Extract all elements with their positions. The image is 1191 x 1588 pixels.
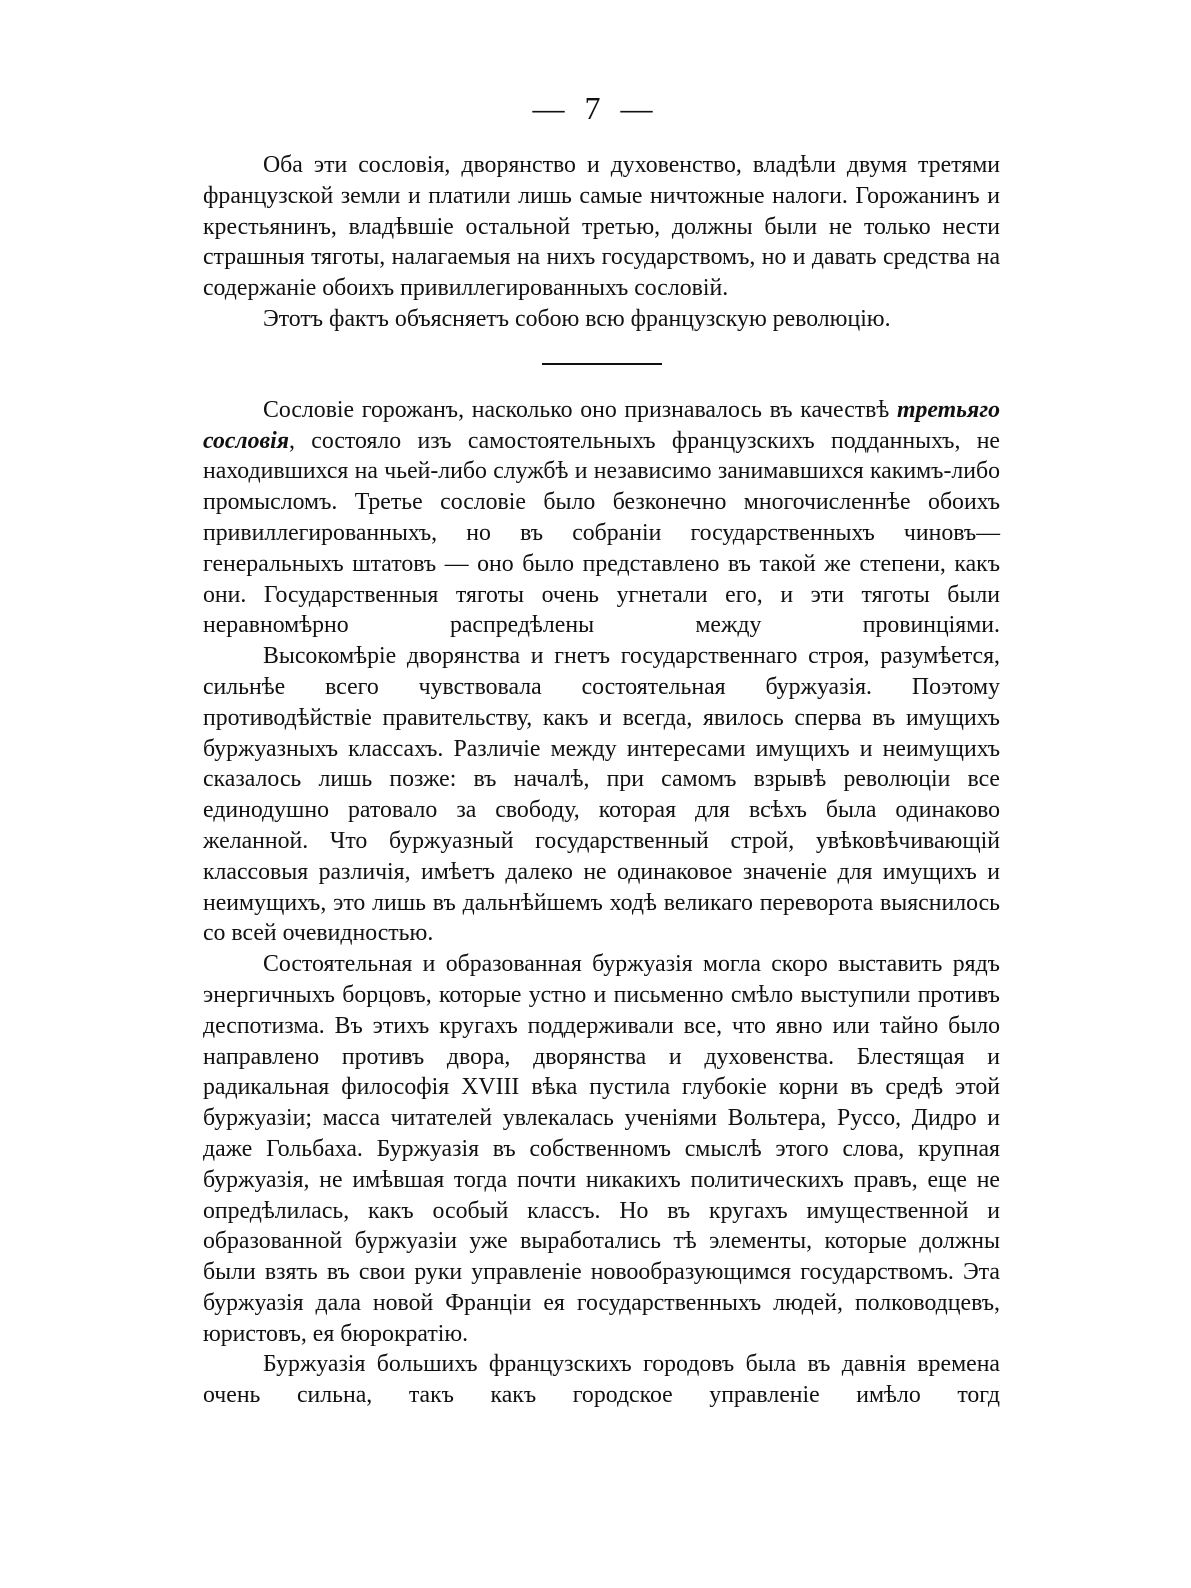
- paragraph-city-bourgeoisie: Буржуазія большихъ французскихъ городовъ была въ давнія времена очень сильна, такъ какъ городское управленіе имѣло тогд: [203, 1351, 1000, 1409]
- page-number: — 7 —: [532, 90, 659, 126]
- third-estate-term: третьяго сословія: [203, 396, 1000, 454]
- section-divider: [542, 363, 662, 365]
- paragraph-educated-bourgeoisie: Состоятельная и образованная буржуазія могла скоро выставить рядъ энергичныхъ борцовъ, которые устно и письменно смѣло выступили противъ деспотизма. Въ этихъ кругахъ поддерживали все, что явно или тайно было направлено противъ двора, дворянства и духовенства. Блестящая и радикальная философія XVIII вѣка пустила глубокіе корни въ средѣ этой буржуазіи; масса читателей увлекалась ученіями Вольтера, Руссо, Дидро и даже Гольбаха. Буржуазія въ собственномъ смыслѣ этого слова, крупная буржуазія, не имѣвшая тогда почти никакихъ политическихъ правъ, еще не опредѣлилась, какъ особый классъ. Но въ кругахъ имущественной и образованной буржуазіи уже выработались тѣ элементы, которые должны были взять въ свои руки управленіе новообразующимся государствомъ. Эта буржуазія дала новой Франціи ея государственныхъ людей, полководцевъ, юристовъ, ея бюрократію.: [203, 951, 1000, 1347]
- paragraph-third-estate: [203, 395, 1000, 641]
- paragraph-revolution-fact: Этотъ фактъ объясняетъ собою всю французскую революцію.: [263, 305, 891, 332]
- body-text: [203, 150, 1000, 1411]
- paragraph-third-estate-start: Сословіе горожанъ, насколько оно признавалось въ качествѣ: [263, 396, 898, 423]
- paragraph-estates: Оба эти сословія, дворянство и духовенство, владѣли двумя третями французской земли и платили лишь самые ничтожные налоги. Горожанинъ и крестьянинъ, владѣвшіе остальной третью, должны были не только нести страшныя тяготы, налагаемыя на нихъ государствомъ, но и давать средства на содержаніе обоихъ привиллегированныхъ сословій.: [203, 152, 1000, 302]
- paragraph-bourgeoisie-arrogance: Высокомѣріе дворянства и гнетъ государственнаго строя, разумѣется, сильнѣе всего чувствовала состоятельная буржуазія. Поэтому противодѣйствіе правительству, какъ и всегда, явилось сперва въ имущихъ буржуазныхъ классахъ. Различіе между интересами имущихъ и неимущихъ сказалось лишь позже: въ началѣ, при самомъ взрывѣ революціи все единодушно ратовало за свободу, которая для всѣхъ была одинаково желанной. Что буржуазный государственный строй, увѣковѣчивающій классовыя различія, имѣетъ далеко не одинаковое значеніе для имущихъ и неимущихъ, это лишь въ дальнѣйшемъ ходѣ великаго переворота выяснилось со всей очевидностью.: [203, 643, 1000, 947]
- paragraph-third-estate-end: , состояло изъ самостоятельныхъ французскихъ подданныхъ, не находившихся на чьей-либо службѣ и независимо занимавшихся какимъ-либо промысломъ. Третье сословіе было безконечно многочисленнѣе обоихъ привиллегированныхъ, но въ собраніи государственныхъ чиновъ—генеральныхъ штатовъ — оно было представлено въ такой же степени, какъ они. Государственныя тяготы очень угнетали его, и эти тяготы были неравномѣрно распредѣлены между провинціями.: [203, 427, 1000, 639]
